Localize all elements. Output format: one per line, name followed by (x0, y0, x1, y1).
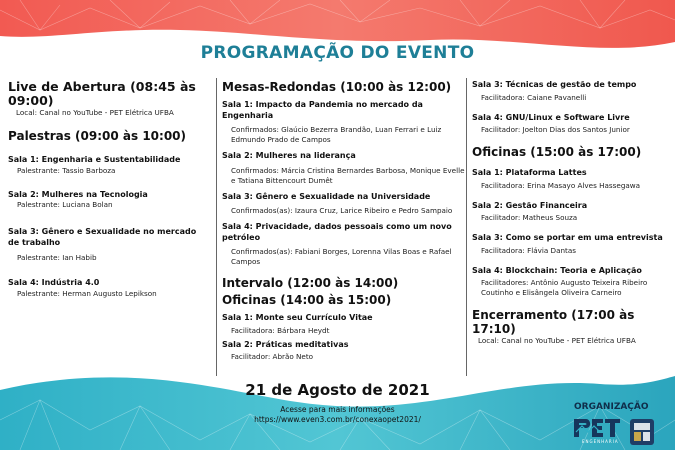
facilitador: Facilitador: Joelton Dias dos Santos Junior (481, 125, 630, 134)
mesa-item (222, 100, 467, 145)
facilitador: Facilitador: Matheus Souza (481, 213, 578, 222)
palestras-title: Palestras (09:00 às 10:00) (8, 129, 186, 143)
logo-caption: ENGENHARIA (582, 439, 619, 444)
organizacao-label: ORGANIZAÇÃO (574, 402, 649, 412)
ufba-crest-icon (628, 417, 656, 447)
page-title: PROGRAMAÇÃO DO EVENTO (200, 43, 475, 63)
sala-label: Sala 1: Engenharia e Sustentabilidade (8, 155, 181, 164)
oficina-item (472, 233, 672, 256)
palestra-item (8, 190, 213, 211)
palestrante: Palestrante: Herman Augusto Lepikson (17, 288, 157, 298)
palestrante: Palestrante: Ian Habib (17, 253, 97, 262)
palestra-item (8, 155, 213, 176)
sala-label: Sala 3: Gênero e Sexualidade no mercado de trabalho (8, 227, 197, 247)
sala-label: Sala 1: Plataforma Lattes (472, 168, 587, 177)
sala-label: Sala 2: Mulheres na liderança (222, 151, 356, 160)
oficina-item (222, 340, 467, 363)
abertura-title: Live de Abertura (08:45 às 09:00) (8, 79, 196, 108)
sala-label: Sala 2: Mulheres na Tecnologia (8, 189, 148, 199)
confirmados: Confirmados(as): Fabiani Borges, Lorenna Vilas Boas e Rafael Campos (231, 247, 452, 266)
facilitador: Facilitadora: Erina Masayo Alves Hassegawa (481, 180, 641, 190)
encerramento-title: Encerramento (17:00 às 17:10) (472, 308, 635, 336)
sala-label: Sala 1: Impacto da Pandemia no mercado da Engenharia (222, 100, 423, 120)
facilitador: Facilitadora: Flávia Dantas (481, 245, 577, 255)
schedule-column-3 (472, 80, 672, 346)
mesa-item (222, 192, 467, 217)
sala-label: Sala 4: Indústria 4.0 (8, 278, 100, 287)
acesse-text: Acesse para mais informações (280, 405, 395, 414)
event-date: 21 de Agosto de 2021 (245, 381, 430, 399)
oficina-item (472, 201, 672, 224)
schedule-column-1 (8, 80, 213, 299)
schedule-column-2 (222, 80, 467, 362)
sala-label: Sala 2: Práticas meditativas (222, 339, 349, 349)
palestrante: Palestrante: Tassio Barboza (17, 165, 116, 175)
sala-label: Sala 3: Técnicas de gestão de tempo (472, 80, 637, 89)
mesas-title: Mesas-Redondas (10:00 às 12:00) (222, 80, 452, 94)
facilitador: Facilitadora: Caiane Pavanelli (481, 92, 587, 102)
facilitador: Facilitadores: Antônio Augusto Teixeira Ribeiro Coutinho e Elisângela Oliveira Carneiro (481, 278, 648, 297)
confirmados: Confirmados: Glaúcio Bezerra Brandão, Luan Ferrari e Luiz Edmundo Prado de Campos (231, 125, 442, 144)
oficina-item (472, 266, 672, 299)
event-url-link[interactable]: https://www.even3.com.br/conexaopet2021/ (254, 415, 421, 424)
oficinas-title: Oficinas (15:00 às 17:00) (472, 145, 642, 159)
mesa-item (222, 222, 467, 267)
abertura-local: Local: Canal no YouTube - PET Elétrica UFBA (16, 108, 174, 117)
encerramento-local: Local: Canal no YouTube - PET Elétrica UFBA (478, 336, 636, 345)
sala-label: Sala 3: Gênero e Sexualidade na Universidade (222, 191, 431, 201)
oficina-item (472, 80, 672, 103)
palestra-item (8, 227, 213, 263)
column-divider (216, 78, 217, 376)
oficina-item (472, 113, 672, 136)
sala-label: Sala 3: Como se portar em uma entrevista (472, 233, 663, 242)
intervalo-title: Intervalo (12:00 às 14:00) (222, 276, 399, 290)
palestra-item (8, 278, 213, 299)
facilitador: Facilitadora: Bárbara Heydt (231, 325, 330, 335)
facilitador: Facilitador: Abrão Neto (231, 352, 314, 361)
sala-label: Sala 1: Monte seu Currículo Vitae (222, 313, 373, 322)
sala-label: Sala 4: GNU/Linux e Software Livre (472, 112, 630, 122)
sala-label: Sala 2: Gestão Financeira (472, 200, 588, 210)
confirmados: Confirmados(as): Izaura Cruz, Larice Ribeiro e Pedro Sampaio (231, 206, 453, 215)
confirmados: Confirmados: Márcia Cristina Bernardes Barbosa, Monique Evelle e Tatiana Bittencourt Dumêt (231, 165, 465, 185)
oficinas-title: Oficinas (14:00 às 15:00) (222, 293, 392, 307)
oficina-item (472, 168, 672, 191)
palestrante: Palestrante: Luciana Bolan (17, 200, 113, 209)
mesa-item (222, 151, 467, 186)
sala-label: Sala 4: Blockchain: Teoria e Aplicação (472, 265, 642, 275)
sala-label: Sala 4: Privacidade, dados pessoais como um novo petróleo (222, 222, 452, 242)
oficina-item (222, 313, 467, 336)
